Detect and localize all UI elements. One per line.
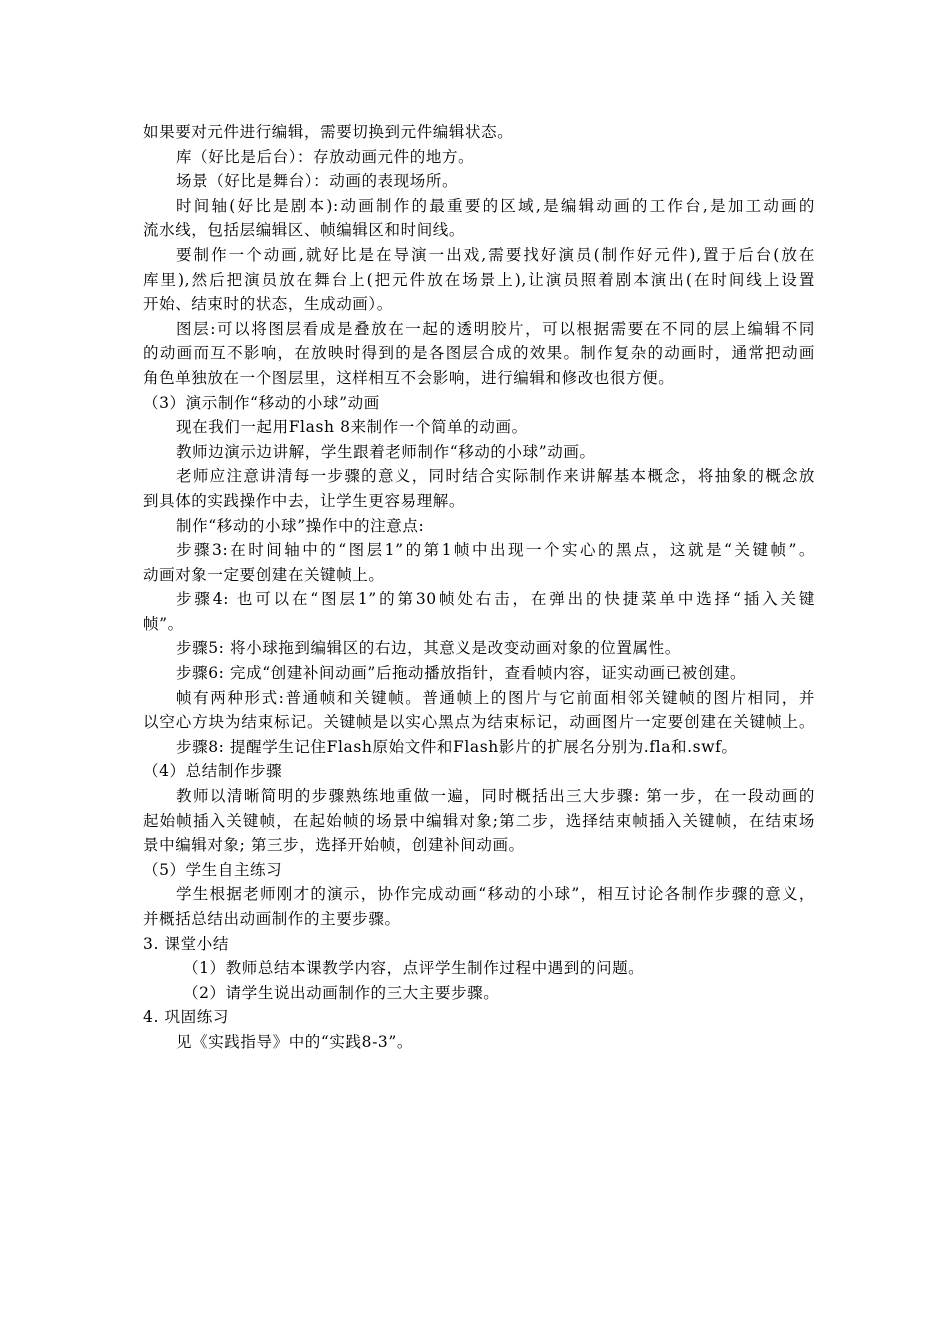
text-line: 库（好比是后台）：存放动画元件的地方。 xyxy=(176,147,475,166)
text-line: 并概括总结出动画制作的主要步骤。 xyxy=(143,910,401,928)
text-line: 步骤4: 也可以在“图层1”的第30帧处右击，在弹出的快捷菜单中选择“插入关键 xyxy=(176,590,815,609)
text-line: 动画对象一定要创建在关键帧上。 xyxy=(143,565,385,584)
text-line: 步骤5: 将小球拖到编辑区的右边，其意义是改变动画对象的位置属性。 xyxy=(176,639,681,658)
text-line: 制作“移动的小球”操作中的注意点: xyxy=(176,516,425,535)
text-line: 教师以清晰简明的步骤熟练地重做一遍，同时概括出三大步骤: 第一步，在一段动画的 xyxy=(176,787,815,806)
text-line: 场景（好比是舞台）：动画的表现场所。 xyxy=(176,172,459,191)
text-line: 到具体的实践操作中去，让学生更容易理解。 xyxy=(143,491,466,510)
text-line: 步骤6: 完成“创建补间动画”后拖动播放指针，查看帧内容，证实动画已被创建。 xyxy=(176,664,747,683)
text-line: 如果要对元件进行编辑，需要切换到元件编辑状态。 xyxy=(143,123,514,141)
text-line: （2）请学生说出动画制作的三大主要步骤。 xyxy=(183,983,500,1002)
text-line: 帧”。 xyxy=(143,614,184,633)
section-heading: 4. 巩固练习 xyxy=(143,1008,229,1027)
text-line: 的动画而互不影响，在放映时得到的是各图层合成的效果。制作复杂的动画时，通常把动画 xyxy=(143,344,815,363)
text-line: 步骤3:在时间轴中的“图层1”的第1帧中出现一个实心的黑点，这就是“关键帧”。 xyxy=(176,541,815,560)
section-heading: （4）总结制作步骤 xyxy=(143,762,283,781)
text-line: 开始、结束时的状态，生成动画）。 xyxy=(143,295,393,314)
text-line: （1）教师总结本课教学内容，点评学生制作过程中遇到的问题。 xyxy=(183,959,645,978)
text-line: 老师应注意讲清每一步骤的意义，同时结合实际制作来讲解基本概念，将抽象的概念放 xyxy=(176,467,815,486)
section-heading: （5）学生自主练习 xyxy=(143,860,283,879)
section-heading: （3）演示制作“移动的小球”动画 xyxy=(143,393,380,412)
text-line: 图层:可以将图层看成是叠放在一起的透明胶片，可以根据需要在不同的层上编辑不同 xyxy=(176,319,815,338)
text-line: 学生根据老师刚才的演示，协作完成动画“移动的小球”，相互讨论各制作步骤的意义， xyxy=(176,885,815,904)
text-line: 教师边演示边讲解，学生跟着老师制作“移动的小球”动画。 xyxy=(176,442,596,461)
document-page xyxy=(143,120,815,1055)
text-line: 步骤8: 提醒学生记住Flash原始文件和Flash影片的扩展名分别为.fla和.swf。 xyxy=(176,737,738,756)
text-line: 起始帧插入关键帧，在起始帧的场景中编辑对象;第二步，选择结束帧插入关键帧，在结束场 xyxy=(143,811,815,830)
text-line: 帧有两种形式:普通帧和关键帧。普通帧上的图片与它前面相邻关键帧的图片相同，并 xyxy=(176,688,815,707)
text-line: 现在我们一起用Flash 8来制作一个简单的动画。 xyxy=(176,418,528,437)
text-line: 以空心方块为结束标记。关键帧是以实心黑点为结束标记，动画图片一定要创建在关键帧上。 xyxy=(143,713,815,732)
text-line: 景中编辑对象; 第三步，选择开始帧，创建补间动画。 xyxy=(143,836,525,855)
text-line: 时间轴(好比是剧本):动画制作的最重要的区域,是编辑动画的工作台,是加工动画的 xyxy=(176,196,815,215)
text-line: 角色单独放在一个图层里，这样相互不会影响，进行编辑和修改也很方便。 xyxy=(143,368,675,387)
section-heading: 3. 课堂小结 xyxy=(143,934,229,953)
text-line: 流水线，包括层编辑区、帧编辑区和时间线。 xyxy=(143,221,466,240)
text-line: 见《实践指导》中的“实践8-3”。 xyxy=(176,1032,414,1051)
text-line: 要制作一个动画,就好比是在导演一出戏,需要找好演员(制作好元件),置于后台(放在 xyxy=(176,245,815,264)
text-line: 库里),然后把演员放在舞台上(把元件放在场景上),让演员照着剧本演出(在时间线上设置 xyxy=(143,270,815,289)
